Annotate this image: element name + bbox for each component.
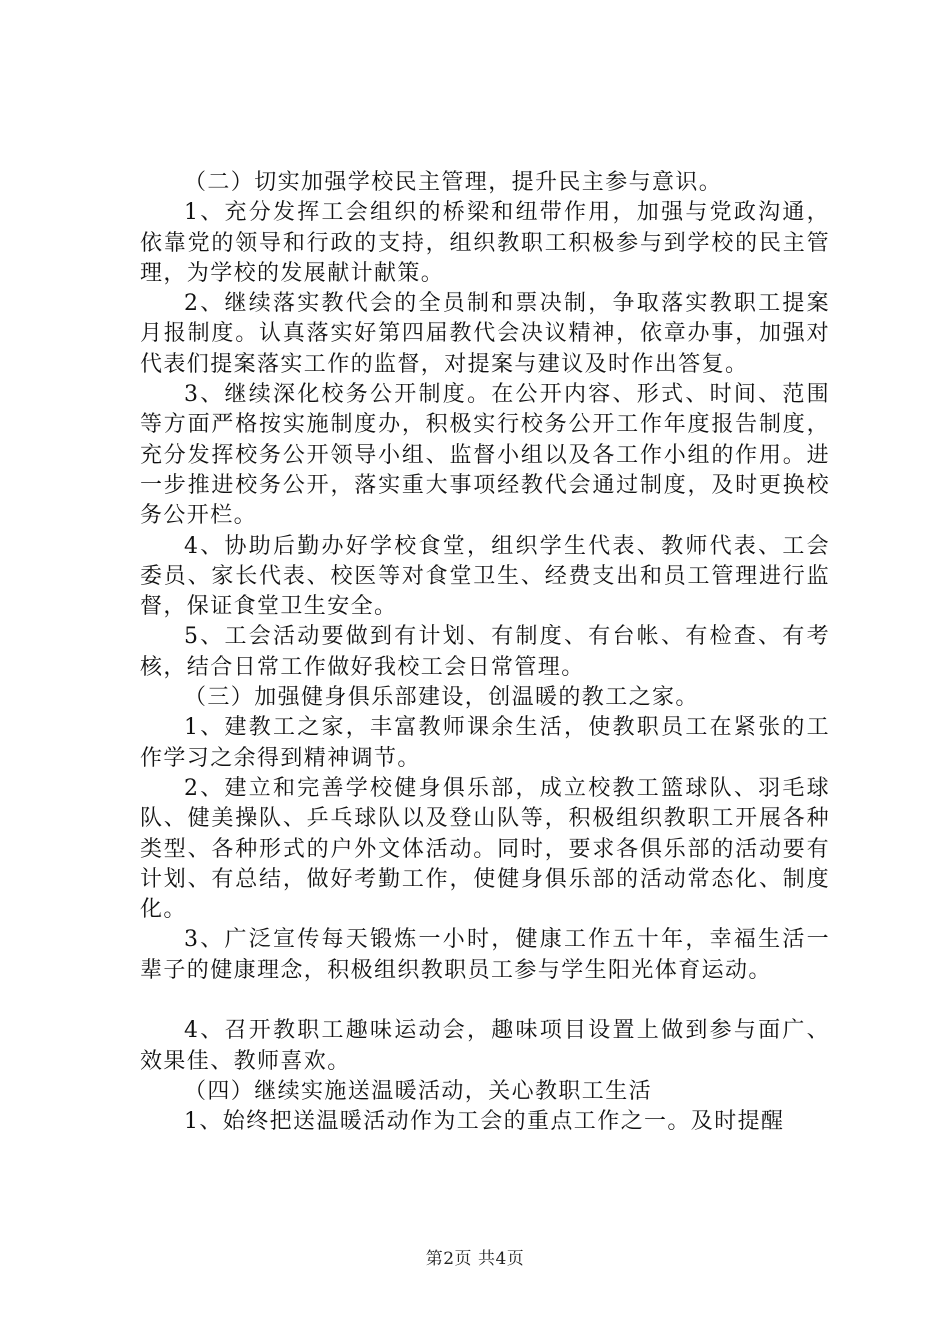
paragraph: 1、建教工之家，丰富教师课余生活，使教职员工在紧张的工作学习之余得到精神调节。 [140, 715, 830, 771]
section-heading-4: （四）继续实施送温暖活动，关心教职工生活 [184, 1078, 653, 1104]
paragraph: 3、广泛宣传每天锻炼一小时，健康工作五十年，幸福生活一辈子的健康理念，积极组织教职员工参与学生阳光体育运动。 [140, 927, 830, 983]
paragraph: 1、充分发挥工会组织的桥梁和纽带作用，加强与党政沟通，依靠党的领导和行政的支持，组织教职工积极参与到学校的民主管理，为学校的发展献计献策。 [140, 200, 830, 286]
section-heading-3: （三）加强健身俱乐部建设，创温暖的教工之家。 [184, 685, 699, 711]
section-heading-2: （二）切实加强学校民主管理，提升民主参与意识。 [184, 170, 723, 195]
document-body [140, 168, 830, 1138]
paragraph: 4、协助后勤办好学校食堂，组织学生代表、教师代表、工会委员、家长代表、校医等对食堂卫生、经费支出和员工管理进行监督，保证食堂卫生安全。 [140, 533, 830, 620]
blank-line [140, 986, 830, 1016]
paragraph: 3、继续深化校务公开制度。在公开内容、形式、时间、范围等方面严格按实施制度办，积极实行校务公开工作年度报告制度，充分发挥校务公开领导小组、监督小组以及各工作小组的作用。进一步推进校务公开，落实重大事项经教代会通过制度，及时更换校务公开栏。 [140, 382, 830, 529]
paragraph: 2、继续落实教代会的全员制和票决制，争取落实教职工提案月报制度。认真落实好第四届教代会决议精神，依章办事，加强对代表们提案落实工作的监督，对提案与建议及时作出答复。 [140, 291, 830, 377]
paragraph: 5、工会活动要做到有计划、有制度、有台帐、有检查、有考核，结合日常工作做好我校工会日常管理。 [140, 624, 830, 680]
paragraph: 4、召开教职工趣味运动会，趣味项目设置上做到参与面广、效果佳、教师喜欢。 [140, 1018, 830, 1074]
paragraph: 2、建立和完善学校健身俱乐部，成立校教工篮球队、羽毛球队、健美操队、乒乓球队以及登山队等，积极组织教职工开展各种类型、各种形式的户外文体活动。同时，要求各俱乐部的活动要有计划、有总结，做好考勤工作，使健身俱乐部的活动常态化、制度化。 [140, 775, 830, 923]
paragraph: 1、始终把送温暖活动作为工会的重点工作之一。及时提醒 [184, 1109, 785, 1135]
page-footer: 第2页 共4页 [425, 1249, 525, 1269]
